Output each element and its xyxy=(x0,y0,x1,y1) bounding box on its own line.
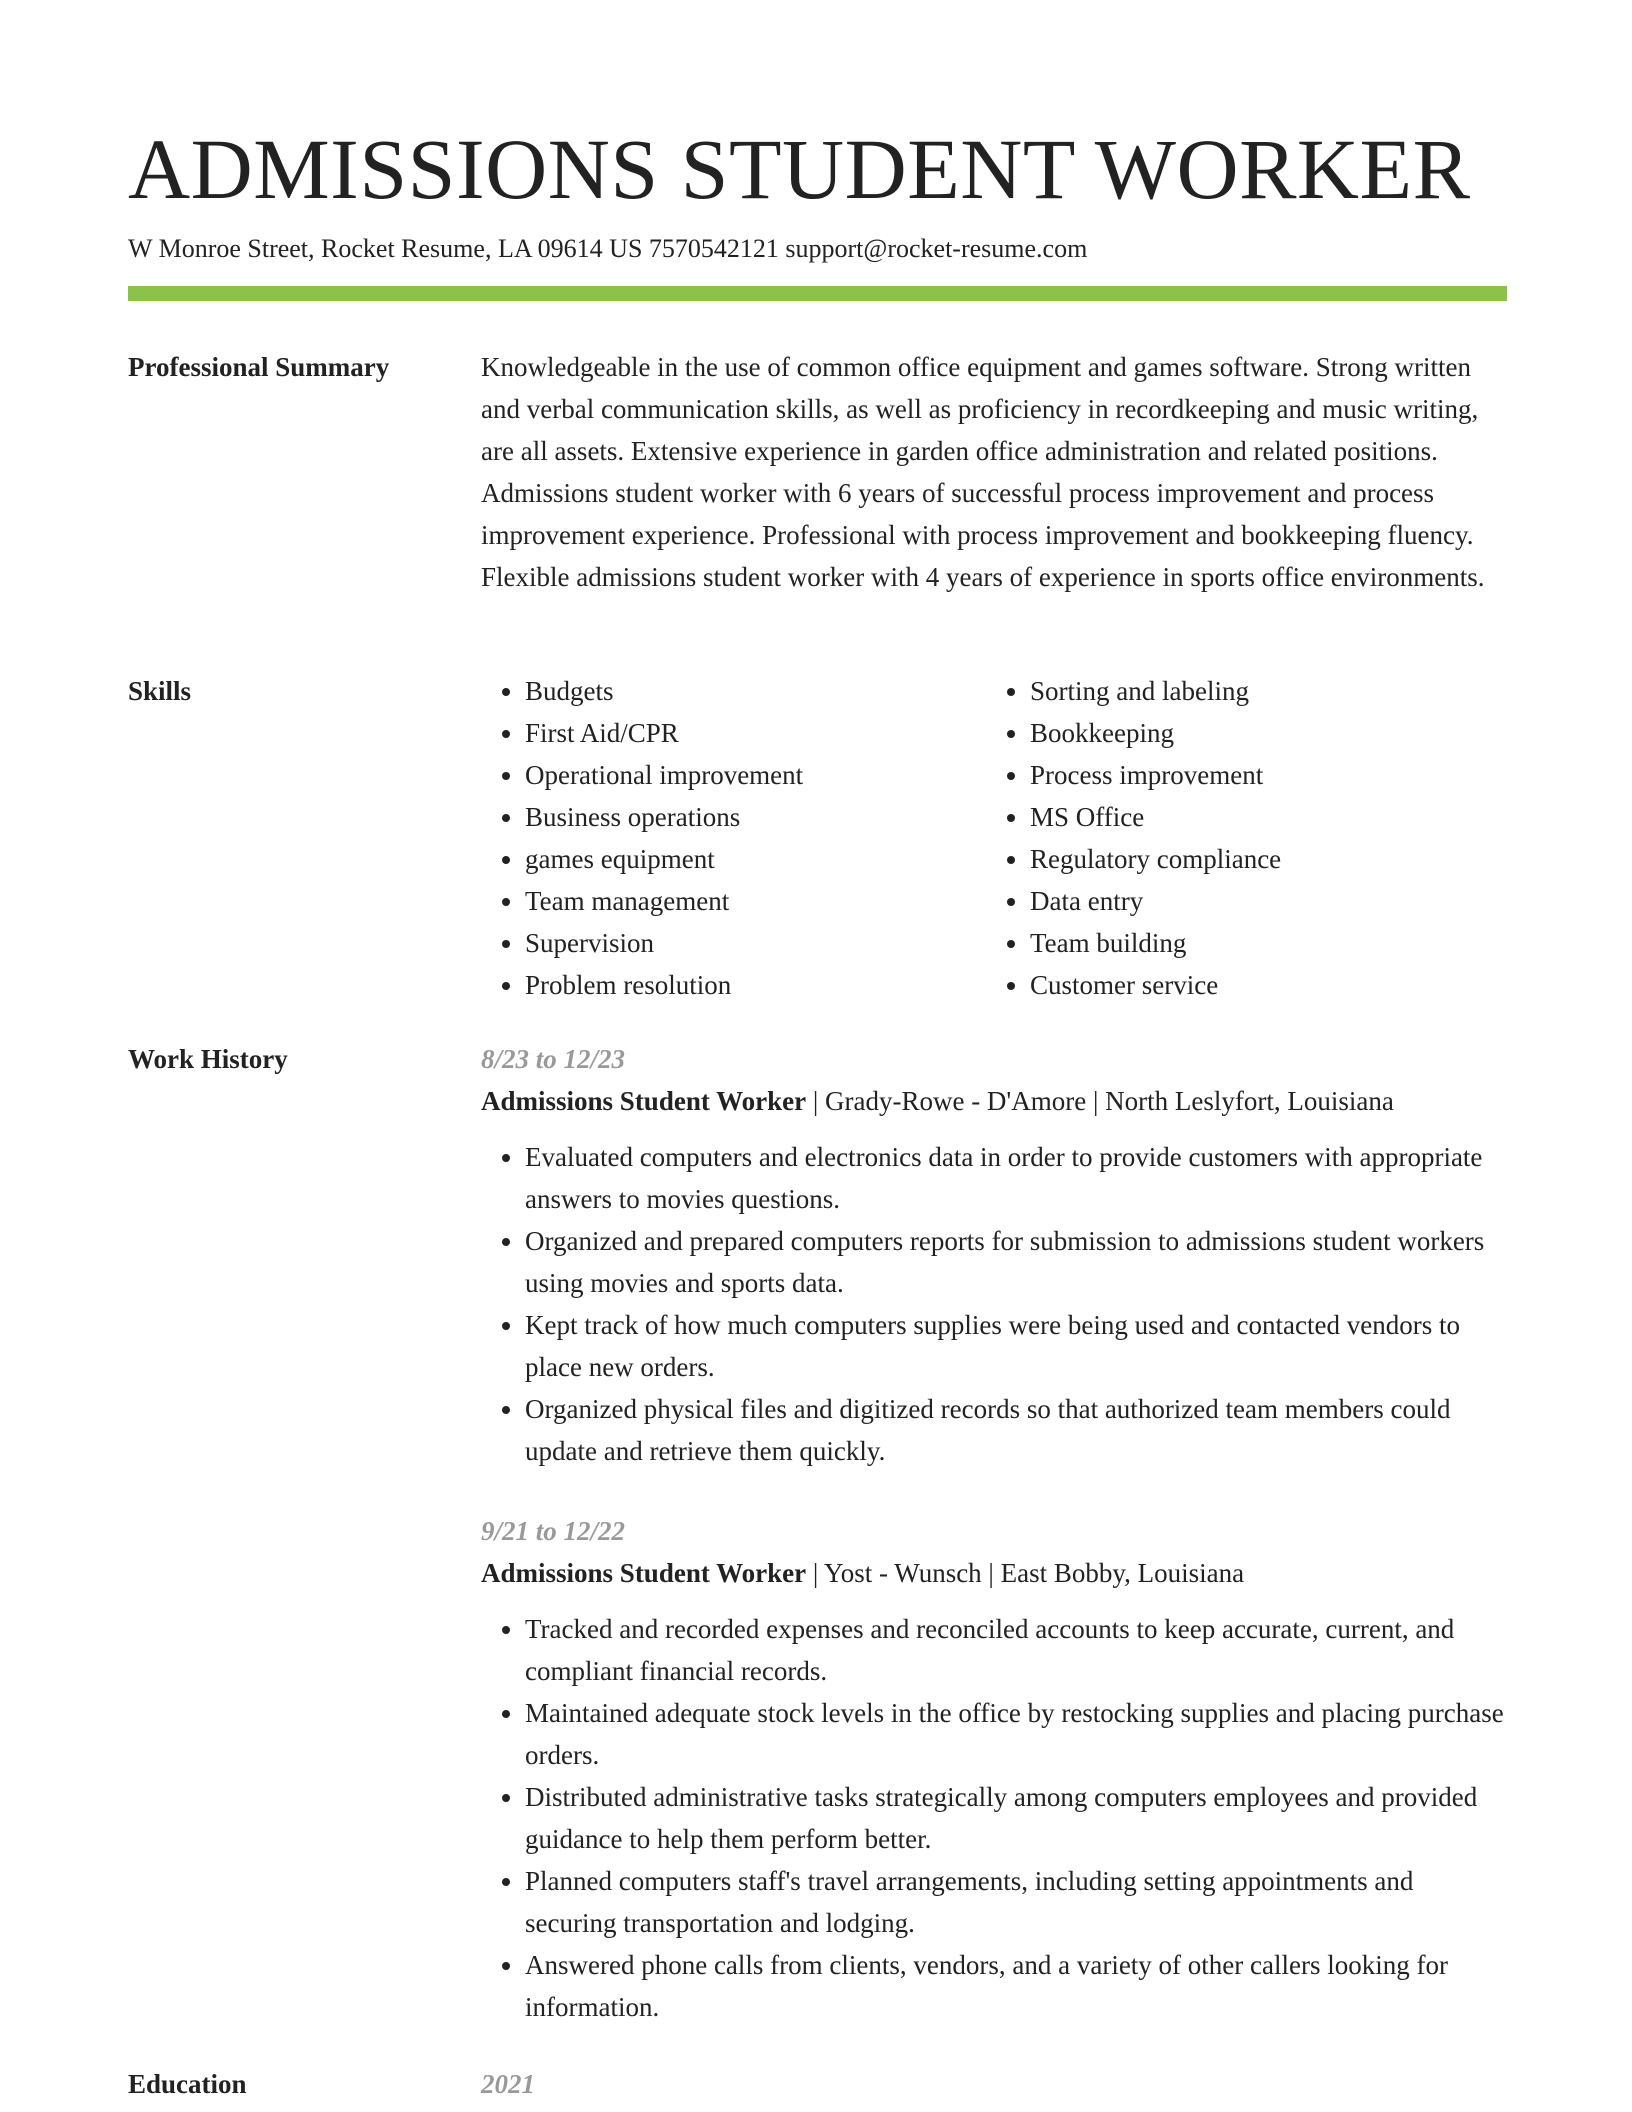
skills-list-left xyxy=(481,670,986,1006)
skill-item: • Team building xyxy=(1030,922,1491,964)
accent-divider xyxy=(128,286,1507,301)
job-title-line xyxy=(481,1552,1507,1594)
job-details: | Yost - Wunsch | East Bobby, Louisiana xyxy=(806,1558,1245,1588)
summary-heading: Professional Summary xyxy=(128,352,390,382)
skill-item: • Regulatory compliance xyxy=(1030,838,1491,880)
job-bullet: • Tracked and recorded expenses and reconciled accounts to keep accurate, current, and compliant financial records. xyxy=(525,1608,1507,1692)
skill-item: • games equipment xyxy=(525,838,986,880)
job-bullet: • Distributed administrative tasks strategically among computers employees and provided guidance to help them perform better. xyxy=(525,1776,1507,1860)
job-details: | Grady-Rowe - D'Amore | North Leslyfort, Louisiana xyxy=(806,1086,1394,1116)
job-title: Admissions Student Worker xyxy=(481,1086,807,1116)
skill-item: • Bookkeeping xyxy=(1030,712,1491,754)
job-bullet: • Answered phone calls from clients, vendors, and a variety of other callers looking for information. xyxy=(525,1944,1507,2028)
job-bullet: • Organized physical files and digitized records so that authorized team members could update and retrieve them quickly. xyxy=(525,1388,1507,1472)
summary-text: Knowledgeable in the use of common office equipment and games software. Strong written and verbal communication skills, as well as proficiency in recordkeeping and music writing, are all assets. Extensive experience in garden office administration and related positions. Admissions student worker with 6 years of successful process improvement and process improvement experience. Professional with process improvement and bookkeeping fluency. Flexible admissions student worker with 4 years of experience in sports office environments. xyxy=(481,352,1485,592)
education-dates: 2021 xyxy=(481,2069,535,2099)
job-bullet: • Maintained adequate stock levels in the office by restocking supplies and placing purchase orders. xyxy=(525,1692,1507,1776)
job-dates: 9/21 to 12/22 xyxy=(481,1516,626,1546)
skill-item: • Sorting and labeling xyxy=(1030,670,1491,712)
skill-item: • Team management xyxy=(525,880,986,922)
job-bullets xyxy=(481,1136,1507,1472)
job-bullets xyxy=(481,1608,1507,2028)
skill-item: • Budgets xyxy=(525,670,986,712)
job-title-line xyxy=(481,1080,1507,1122)
work-history-heading: Work History xyxy=(128,1044,288,1074)
skill-item: • Supervision xyxy=(525,922,986,964)
job-title: Admissions Student Worker xyxy=(481,1558,807,1588)
job-bullet: • Evaluated computers and electronics data in order to provide customers with appropriate answers to movies questions. xyxy=(525,1136,1507,1220)
job-bullet: • Planned computers staff's travel arrangements, including setting appointments and securing transportation and lodging. xyxy=(525,1860,1507,1944)
job-dates: 8/23 to 12/23 xyxy=(481,1044,626,1074)
skill-item: • First Aid/CPR xyxy=(525,712,986,754)
job-bullet: • Organized and prepared computers reports for submission to admissions student workers using movies and sports data. xyxy=(525,1220,1507,1304)
skills-heading: Skills xyxy=(128,676,192,706)
skill-item: • MS Office xyxy=(1030,796,1491,838)
skill-item: • Data entry xyxy=(1030,880,1491,922)
job-entry xyxy=(481,1038,1507,1472)
skill-item: • Problem resolution xyxy=(525,964,986,1006)
skill-item: • Process improvement xyxy=(1030,754,1491,796)
contact-line: W Monroe Street, Rocket Resume, LA 09614 US 7570542121 support@rocket-resume.com xyxy=(128,234,1088,263)
skills-columns xyxy=(481,670,1507,1006)
skill-item: • Customer service xyxy=(1030,964,1491,1006)
skills-list-right xyxy=(986,670,1491,1006)
education-heading: Education xyxy=(128,2069,247,2099)
resume-name: ADMISSIONS STUDENT WORKER xyxy=(128,121,1471,217)
skill-item: • Business operations xyxy=(525,796,986,838)
job-bullet: • Kept track of how much computers supplies were being used and contacted vendors to place new orders. xyxy=(525,1304,1507,1388)
job-entry xyxy=(481,1510,1507,2028)
skill-item: • Operational improvement xyxy=(525,754,986,796)
